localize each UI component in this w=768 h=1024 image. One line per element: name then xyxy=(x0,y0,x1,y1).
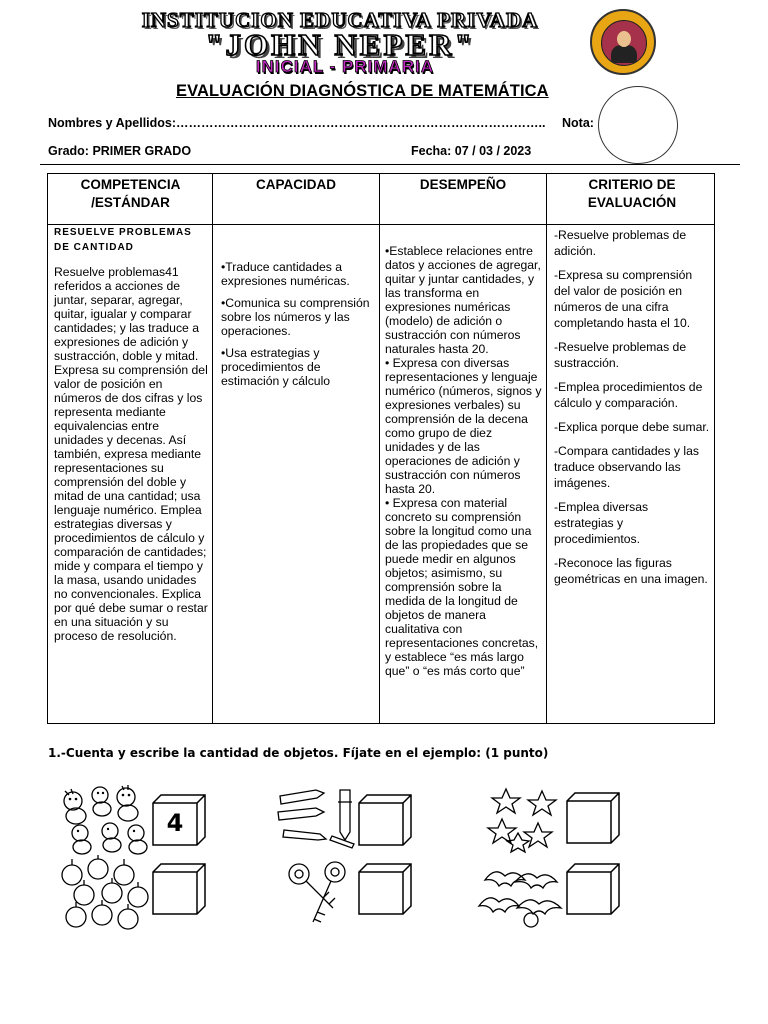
institution-title: INSTITUCION EDUCATIVA PRIVADA xyxy=(141,8,539,32)
evaluation-table xyxy=(47,173,715,724)
answer-box-apples[interactable] xyxy=(149,862,209,917)
desempeno-cell: •Establece relaciones entre datos y acciones de agregar, quitar y juntar cantidades, y las transforma en expresiones numéricas (modelo) de adición o sustracción con números naturales hasta 20. • Expresa con diversas representaciones y lenguaje numérico (números, signos y expresiones verbales) su comprensión de la decena como grupo de diez unidades y de las operaciones de adición y sustracción con números hasta 20. • Expresa con material concreto su comprensión sobre la longitud como una de las propiedades que se puede medir en algunos objetos; asimismo, su comprensión sobre la medida de la longitud de objetos de manera cualitativa con representaciones concretas, y establece “es más largo que” o “es más corto que” xyxy=(385,244,542,678)
answer-box-bats[interactable] xyxy=(563,862,623,917)
school-seal-icon xyxy=(590,9,656,75)
chicks-group-icon xyxy=(58,783,153,858)
grado-label: Grado: PRIMER GRADO xyxy=(48,144,192,158)
header-desempeno: DESEMPEÑO xyxy=(419,177,507,192)
fecha-label: Fecha: 07 / 03 / 2023 xyxy=(411,144,532,158)
criterio-item: -Resuelve problemas de sustracción. xyxy=(554,340,687,370)
pencils-group-icon xyxy=(276,782,358,854)
capacidad-item: •Comunica su comprensión sobre los números y las operaciones. xyxy=(221,296,370,338)
criterio-item: -Expresa su comprensión del valor de posición en números de una cifra completando hasta el 10. xyxy=(554,268,693,330)
competencia-text: Resuelve problemas41 referidos a acciones de juntar, separar, agregar, quitar, igualar y comparar cantidades; y las traduce a expresiones de adición y sustracción, doble y mitad. Expresa su comprensión del valor de posición en números de dos cifras y los representa mediante equivalencias entre unidades y decenas. Así también, expresa mediante representaciones su comprensión del doble y mitad de una cantidad; usa lenguaje numérico. Emplea estrategias diversas y procedimientos de cálculo y comparación de cantidades; mide y compara el tiempo y la masa, usando unidades no convencionales. Explica por qué debe sumar o restar en una situación y su proceso de resolución. xyxy=(54,265,208,643)
criterio-cell xyxy=(554,227,711,595)
bats-group-icon xyxy=(475,860,565,935)
answer-box-stars[interactable] xyxy=(563,791,623,846)
capacidad-item: •Traduce cantidades a expresiones numéricas. xyxy=(221,260,350,288)
page-title: EVALUACIÓN DIAGNÓSTICA DE MATEMÁTICA xyxy=(176,82,549,100)
nota-label: Nota: xyxy=(562,116,594,130)
grade-circle xyxy=(598,86,678,164)
capacidad-cell xyxy=(221,260,371,396)
capacidad-item: •Usa estrategias y procedimientos de estimación y cálculo xyxy=(221,346,331,388)
names-field[interactable]: Nombres y Apellidos:…………………………………………………………………………….. xyxy=(48,116,546,130)
header-criterio: CRITERIO DE EVALUACIÓN xyxy=(587,177,677,210)
criterio-item: -Resuelve problemas de adición. xyxy=(554,228,687,258)
stars-group-icon xyxy=(486,785,566,855)
criterio-item: -Compara cantidades y las traduce observando las imágenes. xyxy=(554,444,699,490)
apples-group-icon xyxy=(58,855,153,930)
answer-box-keys[interactable] xyxy=(355,862,415,917)
divider xyxy=(40,164,740,165)
header-competencia: COMPETENCIA /ESTÁNDAR xyxy=(80,177,181,210)
criterio-item: -Emplea procedimientos de cálculo y comparación. xyxy=(554,380,703,410)
answer-box-example[interactable] xyxy=(149,793,209,848)
header-capacidad: CAPACIDAD xyxy=(256,177,336,192)
criterio-item: -Emplea diversas estrategias y procedimientos. xyxy=(554,500,649,546)
answer-box-pencils[interactable] xyxy=(355,793,415,848)
school-name: "JOHN NEPER" xyxy=(205,27,475,62)
criterio-item: -Explica porque debe sumar. xyxy=(554,420,710,434)
school-levels: INICIAL - PRIMARIA xyxy=(255,57,435,76)
competencia-title: RESUELVE PROBLEMAS DE CANTIDAD xyxy=(54,227,192,253)
criterio-item: -Reconoce las figuras geométricas en una imagen. xyxy=(554,556,708,586)
competencia-cell xyxy=(54,225,208,643)
keys-group-icon xyxy=(283,860,353,935)
question-1: 1.-Cuenta y escribe la cantidad de objetos. Fíjate en el ejemplo: (1 punto) xyxy=(48,746,549,760)
example-answer: 4 xyxy=(166,809,184,837)
